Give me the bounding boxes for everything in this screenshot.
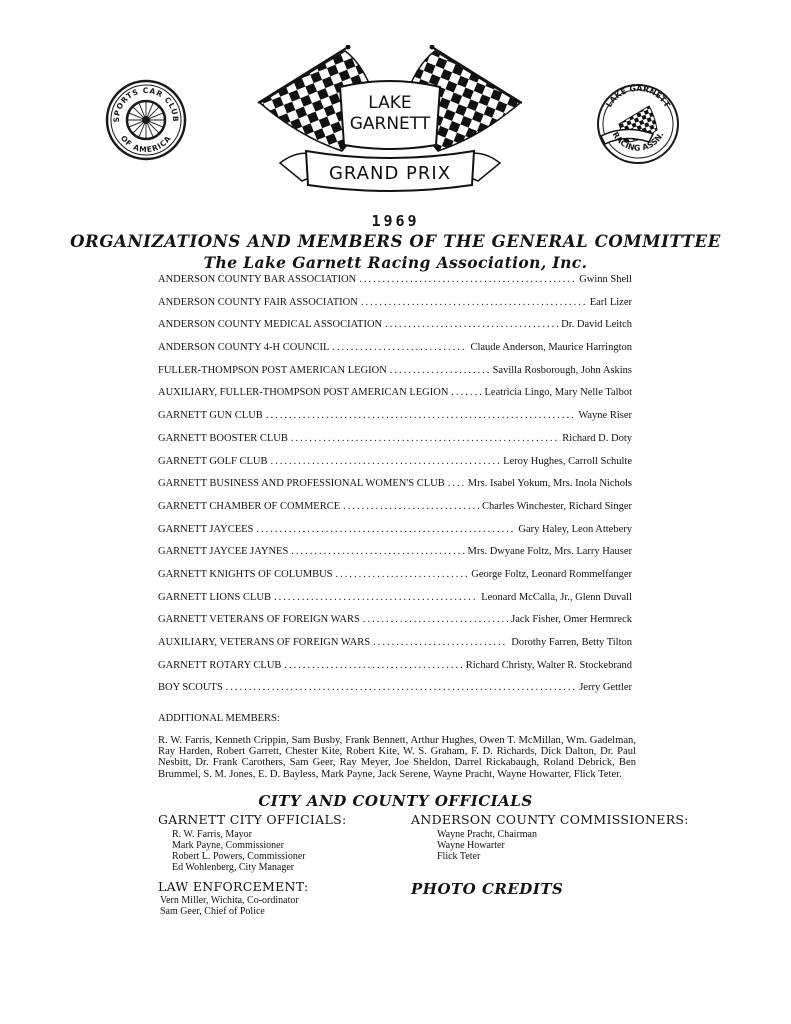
list-item: Ed Wohlenberg, City Manager (172, 862, 295, 873)
committee-org: FULLER-THOMPSON POST AMERICAN LEGION (158, 364, 387, 376)
committee-row (158, 546, 632, 569)
banner-line-2: GARNETT (349, 114, 431, 134)
committee-members: Gary Haley, Leon Attebery (518, 523, 632, 535)
committee-row (158, 478, 632, 501)
committee-org: GARNETT JAYCEES (158, 523, 254, 535)
banner-line-1: LAKE (368, 93, 412, 113)
county-commissioners-list (437, 829, 537, 862)
list-item: R. W. Farris, Mayor (172, 829, 252, 840)
committee-members: Richard Christy, Walter R. Stockebrand (465, 659, 632, 671)
list-item: Wayne Howarter (437, 840, 505, 851)
committee-row (158, 682, 632, 705)
committee-org: GARNETT GUN CLUB (158, 410, 263, 422)
grand-prix-banner-logo (240, 45, 540, 203)
committee-org: AUXILIARY, FULLER-THOMPSON POST AMERICAN LEGION (158, 387, 449, 399)
committee-org: GARNETT BUSINESS AND PROFESSIONAL WOMEN'S CLUB (158, 478, 445, 490)
committee-members: Wayne Riser (578, 410, 632, 422)
committee-members: Leonard McCalla, Jr., Glenn Duvall (481, 591, 632, 603)
list-item: Wayne Pracht, Chairman (437, 829, 537, 840)
photo-credits-title: PHOTO CREDITS (411, 880, 564, 898)
additional-members-label: ADDITIONAL MEMBERS: (158, 713, 280, 724)
committee-members: Mrs. Dwyane Foltz, Mrs. Larry Hauser (467, 546, 632, 558)
committee-row (158, 365, 632, 388)
racing-association-seal-logo (595, 82, 681, 166)
committee-members: George Foltz, Leonard Rommelfanger (471, 568, 632, 580)
committee-org: GARNETT ROTARY CLUB (158, 659, 282, 671)
committee-org: GARNETT JAYCEE JAYNES (158, 546, 289, 558)
committee-members: Jack Fisher, Omer Hermreck (511, 614, 632, 626)
committee-row (158, 319, 632, 342)
list-item: Flick Teter (437, 851, 481, 862)
committee-org: GARNETT BOOSTER CLUB (158, 432, 288, 444)
law-enforcement-title: LAW ENFORCEMENT: (158, 879, 309, 894)
page-subtitle: The Lake Garnett Racing Association, Inc. (203, 253, 588, 272)
committee-members: Claude Anderson, Maurice Harrington (470, 342, 632, 354)
list-item: Sam Geer, Chief of Police (160, 906, 265, 917)
committee-list (158, 274, 632, 705)
committee-org: GARNETT KNIGHTS OF COLUMBUS (158, 568, 333, 580)
committee-members: Mrs. Isabel Yokum, Mrs. Inola Nichols (467, 478, 632, 490)
committee-org: GARNETT VETERANS OF FOREIGN WARS (158, 614, 360, 626)
committee-org: ANDERSON COUNTY 4-H COUNCIL (158, 342, 330, 354)
committee-row (158, 592, 632, 615)
scca-seal-logo (105, 79, 187, 161)
committee-members: Savilla Rosborough, John Askins (492, 364, 632, 376)
page-title: ORGANIZATIONS AND MEMBERS OF THE GENERAL COMMITTEE (70, 232, 721, 251)
committee-members: Charles Winchester, Richard Singer (481, 500, 632, 512)
committee-org: AUXILIARY, VETERANS OF FOREIGN WARS (158, 637, 371, 648)
scca-seal-top-text: SPORTS CAR CLUB (111, 85, 181, 123)
committee-members: Leroy Hughes, Carroll Schulte (503, 455, 632, 467)
city-officials-list (172, 829, 306, 873)
law-enforcement-list (160, 895, 299, 917)
committee-row (158, 410, 632, 433)
committee-org: BOY SCOUTS (158, 682, 223, 694)
committee-row (158, 387, 632, 410)
committee-org: GARNETT LIONS CLUB (158, 591, 271, 603)
list-item: Mark Payne, Commissioner (172, 840, 284, 851)
committee-org: ANDERSON COUNTY MEDICAL ASSOCIATION (158, 319, 383, 331)
list-item: Vern Miller, Wichita, Co-ordinator (160, 895, 299, 906)
list-item: Robert L. Powers, Commissioner (172, 851, 306, 862)
officials-section-title: CITY AND COUNTY OFFICIALS (258, 792, 533, 810)
committee-row (158, 433, 632, 456)
committee-row (158, 342, 632, 365)
lgra-seal-top-text: LAKE GARNETT (604, 83, 672, 109)
committee-members: Dr. David Leitch (561, 319, 632, 331)
committee-row (158, 637, 632, 660)
committee-org: GARNETT GOLF CLUB (158, 455, 268, 467)
committee-row (158, 660, 632, 683)
committee-members: Leatricia Lingo, Mary Nelle Talbot (484, 387, 632, 399)
committee-row (158, 524, 632, 547)
lgra-seal-bottom-text: RACING ASSN. (610, 130, 666, 153)
scca-seal-bottom-text: OF AMERICA (118, 133, 174, 155)
committee-org: GARNETT CHAMBER OF COMMERCE (158, 500, 341, 512)
committee-row (158, 614, 632, 637)
committee-members: Gwinn Shell (579, 274, 632, 285)
committee-members: Jerry Gettler (579, 682, 632, 694)
committee-members: Dorothy Farren, Betty Tilton (511, 637, 632, 648)
committee-org: ANDERSON COUNTY BAR ASSOCIATION (158, 274, 357, 285)
committee-row (158, 501, 632, 524)
county-commissioners-title: ANDERSON COUNTY COMMISSIONERS: (411, 812, 689, 827)
committee-members: Earl Lizer (589, 296, 632, 308)
committee-row (158, 569, 632, 592)
committee-row (158, 456, 632, 479)
committee-row (158, 274, 632, 297)
committee-members: Richard D. Doty (562, 432, 632, 444)
city-officials-title: GARNETT CITY OFFICIALS: (158, 812, 347, 827)
committee-org: ANDERSON COUNTY FAIR ASSOCIATION (158, 296, 358, 308)
additional-members-text: R. W. Farris, Kenneth Crippin, Sam Busby, Frank Bennett, Arthur Hughes, Owen T. McMillan, Wm. Gadelman, Ray Harden, Robert Garrett, Chester Kite, Robert Kite, W. S. Graham, F. D. Richards, Dick Dalton, Dr. Paul Nesbitt, Dr. Frank Carothers, Sam Geer, Ray Meyer, Joe Sheldon, Darrel Rickabaugh, Roland Debrick, Ben Brummel, S. M. Jones, E. D. Bayless, Mark Payne, Jack Serene, Wayne Pracht, Wayne Howarter, Flick Teter. (158, 735, 636, 780)
year-heading: 1969 (371, 212, 420, 230)
banner-ribbon-text: GRAND PRIX (328, 163, 452, 184)
committee-row (158, 297, 632, 320)
